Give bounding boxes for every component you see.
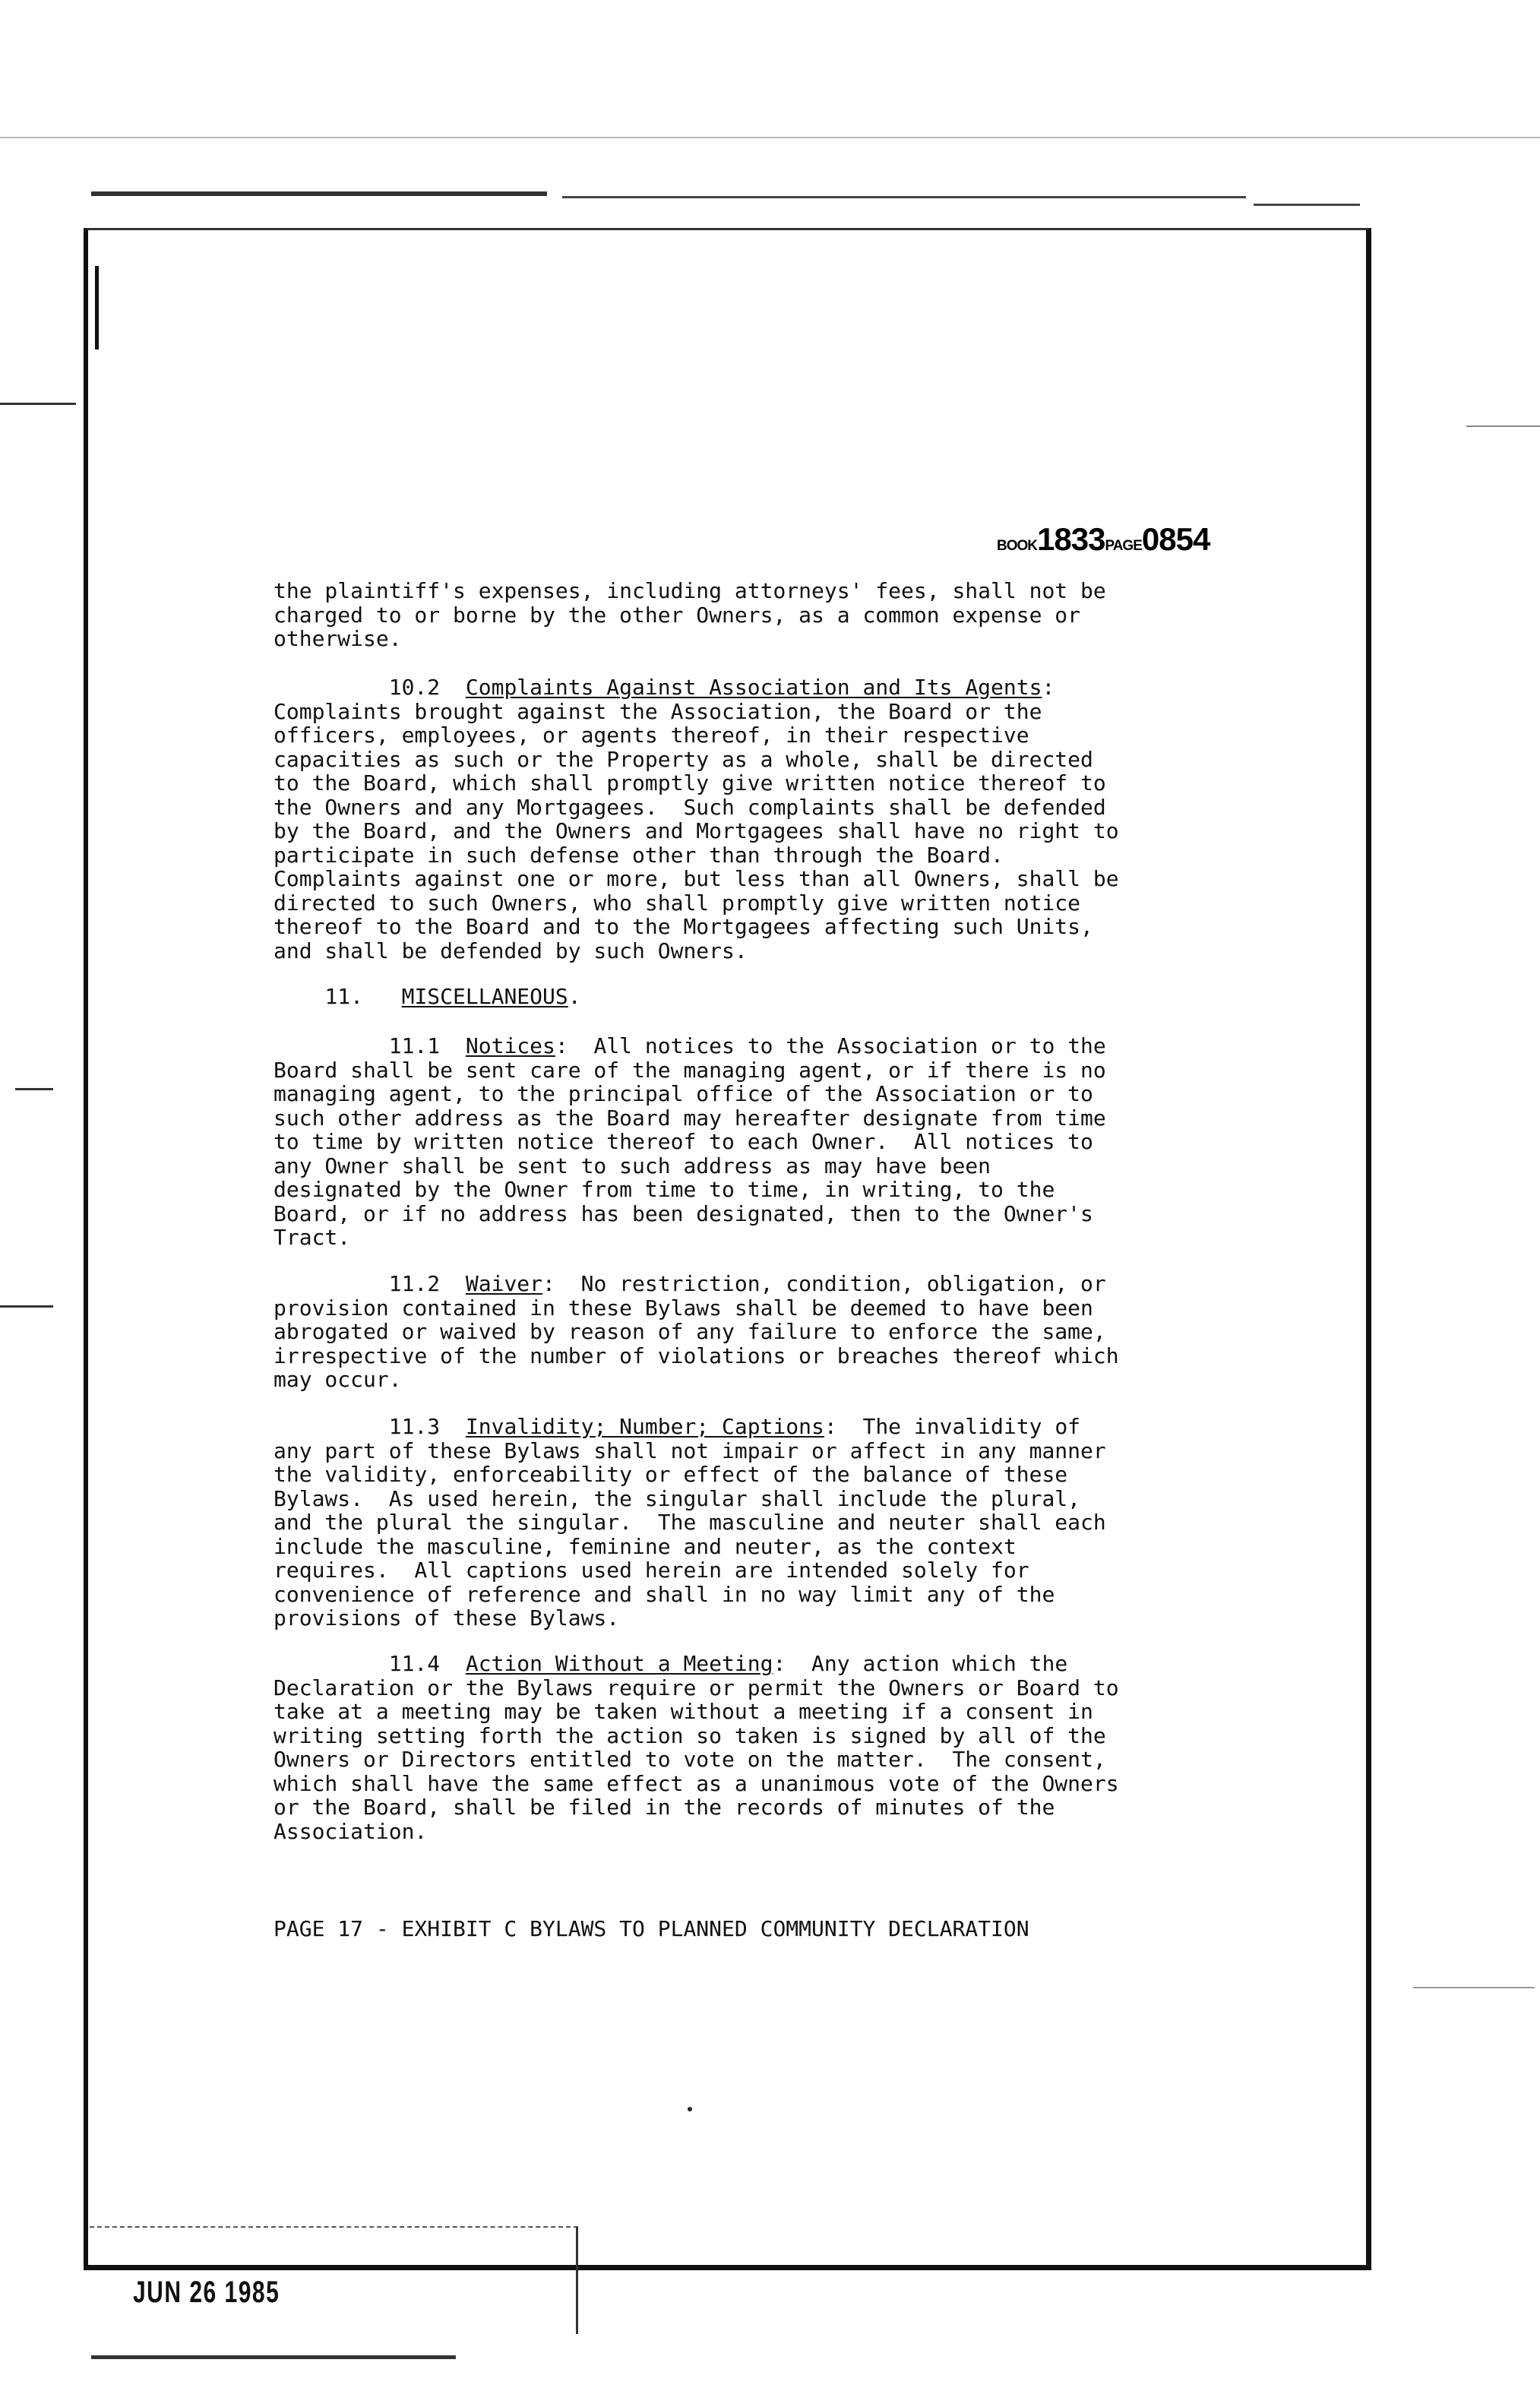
section-number: 10.2 (388, 675, 441, 700)
page-number: 0854 (1141, 521, 1210, 557)
book-page-reference (997, 521, 1210, 558)
section-heading-rest: : The invalidity of (824, 1414, 1081, 1439)
section-heading: Waiver (465, 1271, 543, 1296)
section-heading-rest: : (1042, 675, 1055, 700)
text-line: by the Board, and the Owners and Mortgagees shall have no right to (274, 818, 1119, 843)
section-11-4 (274, 1652, 1292, 1843)
section-number: 11.4 (388, 1651, 441, 1676)
text-line: any part of these Bylaws shall not impair or affect in any manner (274, 1438, 1106, 1463)
scan-artifact-line (91, 191, 547, 196)
text-line: and shall be defended by such Owners. (274, 938, 748, 963)
text-line: may occur. (274, 1367, 402, 1392)
section-10-2 (274, 675, 1292, 963)
scan-artifact-line (0, 403, 76, 405)
text-line: convenience of reference and shall in no way limit any of the (274, 1581, 1055, 1607)
section-number: 11.3 (388, 1414, 441, 1439)
section-heading-line (274, 1652, 1292, 1676)
text-line: Association. (274, 1818, 428, 1844)
text-line: the Owners and any Mortgagees. Such complaints shall be defended (274, 794, 1106, 820)
text-line: irrespective of the number of violations or breaches thereof which (274, 1343, 1119, 1368)
scan-artifact-line (0, 137, 1540, 138)
section-11 (274, 985, 1292, 1009)
text-line: writing setting forth the action so taken is signed by all of the (274, 1722, 1106, 1748)
text-line: take at a meeting may be taken without a meeting if a consent in (274, 1699, 1093, 1724)
scan-artifact-line (1466, 425, 1540, 427)
book-prefix: BOOK (997, 538, 1037, 554)
page-footer: PAGE 17 - EXHIBIT C BYLAWS TO PLANNED COMMUNITY DECLARATION (274, 1916, 1029, 1941)
section-heading: Complaints Against Association and Its Agents (465, 675, 1042, 700)
text-line: otherwise. (274, 626, 402, 651)
text-line: Tract. (274, 1225, 351, 1250)
section-11-1 (274, 1034, 1292, 1250)
text-line: provisions of these Bylaws. (274, 1605, 620, 1630)
text-line: designated by the Owner from time to time, in writing, to the (274, 1177, 1055, 1202)
scan-artifact-line (15, 1088, 53, 1090)
section-heading-rest: . (568, 984, 581, 1009)
text-line: or the Board, shall be filed in the records of minutes of the (274, 1795, 1055, 1820)
text-line: officers, employees, or agents thereof, in their respective (274, 723, 1029, 748)
section-heading-rest: : Any action which the (773, 1651, 1068, 1676)
text-line: Owners or Directors entitled to vote on the matter. The consent, (274, 1747, 1106, 1772)
section-number: 11.2 (388, 1271, 441, 1296)
section-11-2 (274, 1272, 1292, 1392)
section-number: 11. (324, 984, 364, 1009)
section-heading: Action Without a Meeting (465, 1651, 773, 1676)
section-11-3 (274, 1415, 1292, 1630)
text-line: Board, or if no address has been designated, then to the Owner's (274, 1200, 1093, 1226)
page-prefix: PAGE (1105, 538, 1142, 554)
section-heading-line (274, 1034, 1292, 1058)
section-heading: Invalidity; Number; Captions (465, 1414, 824, 1439)
section-heading-line (274, 675, 1292, 700)
text-line: participate in such defense other than through the Board. (274, 842, 1004, 868)
scan-artifact-line (0, 1305, 53, 1308)
scan-artifact-line (562, 196, 1246, 198)
text-line: Complaints brought against the Association, the Board or the (274, 698, 1042, 724)
section-heading-line (274, 985, 1292, 1009)
text-line: Declaration or the Bylaws require or permit the Owners or Board to (274, 1675, 1119, 1700)
section-heading-line (274, 1415, 1292, 1439)
text-line: such other address as the Board may hereafter designate from time (274, 1105, 1106, 1131)
text-line: requires. All captions used herein are intended solely for (274, 1558, 1029, 1583)
text-line: directed to such Owners, who shall promptly give written notice (274, 890, 1081, 916)
section-heading: Notices (465, 1033, 555, 1058)
text-line: thereof to the Board and to the Mortgagees affecting such Units, (274, 914, 1093, 939)
section-heading-rest: : All notices to the Association or to the (555, 1033, 1106, 1058)
text-line: include the masculine, feminine and neuter, as the context (274, 1533, 1017, 1559)
text-line: to the Board, which shall promptly give written notice thereof to (274, 770, 1106, 795)
section-heading-line (274, 1272, 1292, 1296)
scan-artifact-line (91, 2355, 456, 2359)
text-line: and the plural the singular. The masculine and neuter shall each (274, 1510, 1106, 1535)
text-line: provision contained in these Bylaws shall be deemed to have been (274, 1295, 1093, 1321)
text-line: which shall have the same effect as a unanimous vote of the Owners (274, 1770, 1119, 1796)
text-line: any Owner shall be sent to such address as may have been (274, 1153, 991, 1178)
text-line: abrogated or waived by reason of any failure to enforce the same, (274, 1319, 1106, 1344)
book-number: 1833 (1037, 521, 1105, 557)
text-line: Board shall be sent care of the managing agent, or if there is no (274, 1057, 1106, 1083)
section-number: 11.1 (388, 1033, 441, 1058)
text-line: managing agent, to the principal office of the Association or to (274, 1081, 1093, 1106)
scan-artifact-line (1254, 204, 1360, 206)
section-heading-rest: : No restriction, condition, obligation, or (542, 1271, 1106, 1296)
text-line: the plaintiff's expenses, including attorneys' fees, shall not be (274, 578, 1106, 603)
text-line: capacities as such or the Property as a whole, shall be directed (274, 746, 1093, 772)
text-line: Bylaws. As used herein, the singular shall include the plural, (274, 1485, 1081, 1511)
section-heading: MISCELLANEOUS (401, 984, 568, 1009)
paragraph-continuation (274, 579, 1292, 651)
text-line: the validity, enforceability or effect of the balance of these (274, 1462, 1068, 1487)
text-line: Complaints against one or more, but less than all Owners, shall be (274, 866, 1119, 891)
scan-artifact-line (1413, 1987, 1535, 1988)
text-line: to time by written notice thereof to each Owner. All notices to (274, 1129, 1093, 1154)
recording-date-stamp: JUN 26 1985 (133, 2276, 280, 2309)
text-line: charged to or borne by the other Owners, as a common expense or (274, 602, 1081, 628)
scan-speck (688, 2107, 692, 2111)
